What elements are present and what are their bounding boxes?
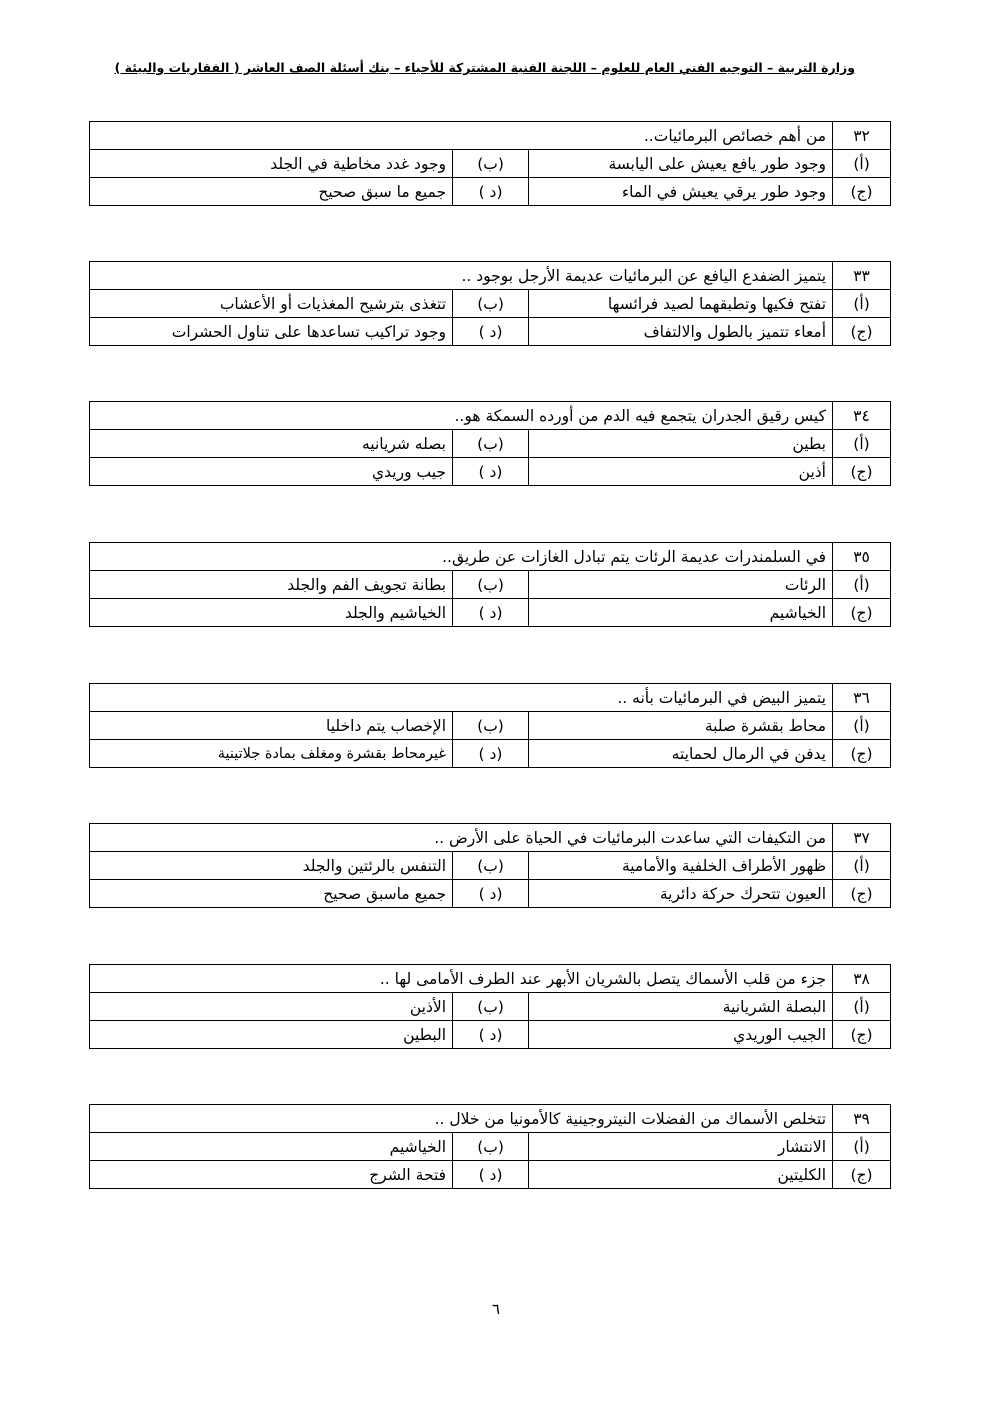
option-a-text: محاط بقشرة صلبة (529, 712, 833, 740)
option-d-text: غيرمحاط بقشرة ومغلف بمادة جلاتينية (90, 740, 453, 768)
option-a-text: ظهور الأطراف الخلفية والأمامية (529, 852, 833, 880)
page-number: ٦ (491, 1300, 501, 1318)
option-c-label: (ج) (833, 1021, 891, 1049)
option-b-label: (ب) (453, 290, 529, 318)
option-a-text: وجود طور يافع يعيش على اليابسة (529, 150, 833, 178)
question-table (89, 261, 891, 346)
option-d-text: الخياشيم والجلد (90, 599, 453, 627)
option-d-label: (د ) (453, 599, 529, 627)
question-table (89, 542, 891, 627)
option-d-text: البطين (90, 1021, 453, 1049)
option-a-label: (أ) (833, 290, 891, 318)
option-d-label: (د ) (453, 1021, 529, 1049)
option-a-label: (أ) (833, 993, 891, 1021)
option-b-label: (ب) (453, 571, 529, 599)
question-number: ٣٥ (833, 543, 891, 571)
question-number: ٣٣ (833, 262, 891, 290)
option-d-label: (د ) (453, 178, 529, 206)
option-a-label: (أ) (833, 852, 891, 880)
option-a-text: البصلة الشريانية (529, 993, 833, 1021)
option-a-label: (أ) (833, 712, 891, 740)
option-b-text: الإخصاب يتم داخليا (90, 712, 453, 740)
option-b-label: (ب) (453, 712, 529, 740)
question-table (89, 1104, 891, 1189)
question-number: ٣٢ (833, 122, 891, 150)
option-d-text: فتحة الشرج (90, 1161, 453, 1189)
question-table (89, 964, 891, 1049)
option-c-text: العيون تتحرك حركة دائرية (529, 880, 833, 908)
question-table (89, 823, 891, 908)
option-d-text: وجود تراكيب تساعدها على تناول الحشرات (90, 318, 453, 346)
question-table (89, 683, 891, 768)
page-header: وزارة التربية – التوجيه الفني العام للعلوم – اللجنة الفنية المشتركة للأحياء – بنك أسئلة الصف العاشر ( الفقاريات والبيئة ) (114, 60, 855, 75)
option-b-text: بطانة تجويف الفم والجلد (90, 571, 453, 599)
option-b-label: (ب) (453, 150, 529, 178)
option-a-text: بطين (529, 430, 833, 458)
question-text: تتخلص الأسماك من الفضلات النيتروجينية كالأمونيا من خلال .. (90, 1105, 833, 1133)
option-b-text: الخياشيم (90, 1133, 453, 1161)
question-text: كيس رقيق الجدران يتجمع فيه الدم من أورده السمكة هو.. (90, 402, 833, 430)
option-b-text: وجود غدد مخاطية في الجلد (90, 150, 453, 178)
option-b-label: (ب) (453, 852, 529, 880)
option-a-text: تفتح فكيها وتطبقهما لصيد فرائسها (529, 290, 833, 318)
question-table (89, 401, 891, 486)
option-b-label: (ب) (453, 1133, 529, 1161)
option-c-text: وجود طور يرقي يعيش في الماء (529, 178, 833, 206)
question-text: يتميز البيض في البرمائيات بأنه .. (90, 684, 833, 712)
option-c-text: أذين (529, 458, 833, 486)
option-c-text: الكليتين (529, 1161, 833, 1189)
option-c-label: (ج) (833, 318, 891, 346)
option-c-label: (ج) (833, 178, 891, 206)
option-c-label: (ج) (833, 880, 891, 908)
option-b-text: بصله شريانيه (90, 430, 453, 458)
option-b-text: التنفس بالرئتين والجلد (90, 852, 453, 880)
option-a-text: الانتشار (529, 1133, 833, 1161)
option-a-label: (أ) (833, 430, 891, 458)
question-text: يتميز الضفدع اليافع عن البرمائيات عديمة الأرجل بوجود .. (90, 262, 833, 290)
question-number: ٣٨ (833, 965, 891, 993)
option-d-text: جميع ما سبق صحيح (90, 178, 453, 206)
option-b-text: تتغذى بترشيح المغذيات أو الأعشاب (90, 290, 453, 318)
option-d-label: (د ) (453, 880, 529, 908)
option-c-text: أمعاء تتميز بالطول والالتفاف (529, 318, 833, 346)
option-a-label: (أ) (833, 150, 891, 178)
option-d-label: (د ) (453, 318, 529, 346)
option-c-text: الخياشيم (529, 599, 833, 627)
option-c-label: (ج) (833, 740, 891, 768)
option-a-label: (أ) (833, 1133, 891, 1161)
option-d-label: (د ) (453, 1161, 529, 1189)
option-d-label: (د ) (453, 458, 529, 486)
option-c-label: (ج) (833, 458, 891, 486)
question-text: من أهم خصائص البرمائيات.. (90, 122, 833, 150)
option-d-label: (د ) (453, 740, 529, 768)
option-c-label: (ج) (833, 1161, 891, 1189)
question-number: ٣٩ (833, 1105, 891, 1133)
option-b-text: الأذين (90, 993, 453, 1021)
option-c-label: (ج) (833, 599, 891, 627)
question-number: ٣٧ (833, 824, 891, 852)
question-number: ٣٤ (833, 402, 891, 430)
option-a-text: الرئات (529, 571, 833, 599)
question-table (89, 121, 891, 206)
option-d-text: جميع ماسبق صحيح (90, 880, 453, 908)
option-d-text: جيب وريدي (90, 458, 453, 486)
question-text: جزء من قلب الأسماك يتصل بالشريان الأبهر عند الطرف الأمامى لها .. (90, 965, 833, 993)
question-text: من التكيفات التي ساعدت البرمائيات في الحياة على الأرض .. (90, 824, 833, 852)
option-b-label: (ب) (453, 993, 529, 1021)
question-number: ٣٦ (833, 684, 891, 712)
option-c-text: الجيب الوريدي (529, 1021, 833, 1049)
option-a-label: (أ) (833, 571, 891, 599)
question-text: في السلمندرات عديمة الرئات يتم تبادل الغازات عن طريق.. (90, 543, 833, 571)
option-b-label: (ب) (453, 430, 529, 458)
option-c-text: يدفن في الرمال لحمايته (529, 740, 833, 768)
